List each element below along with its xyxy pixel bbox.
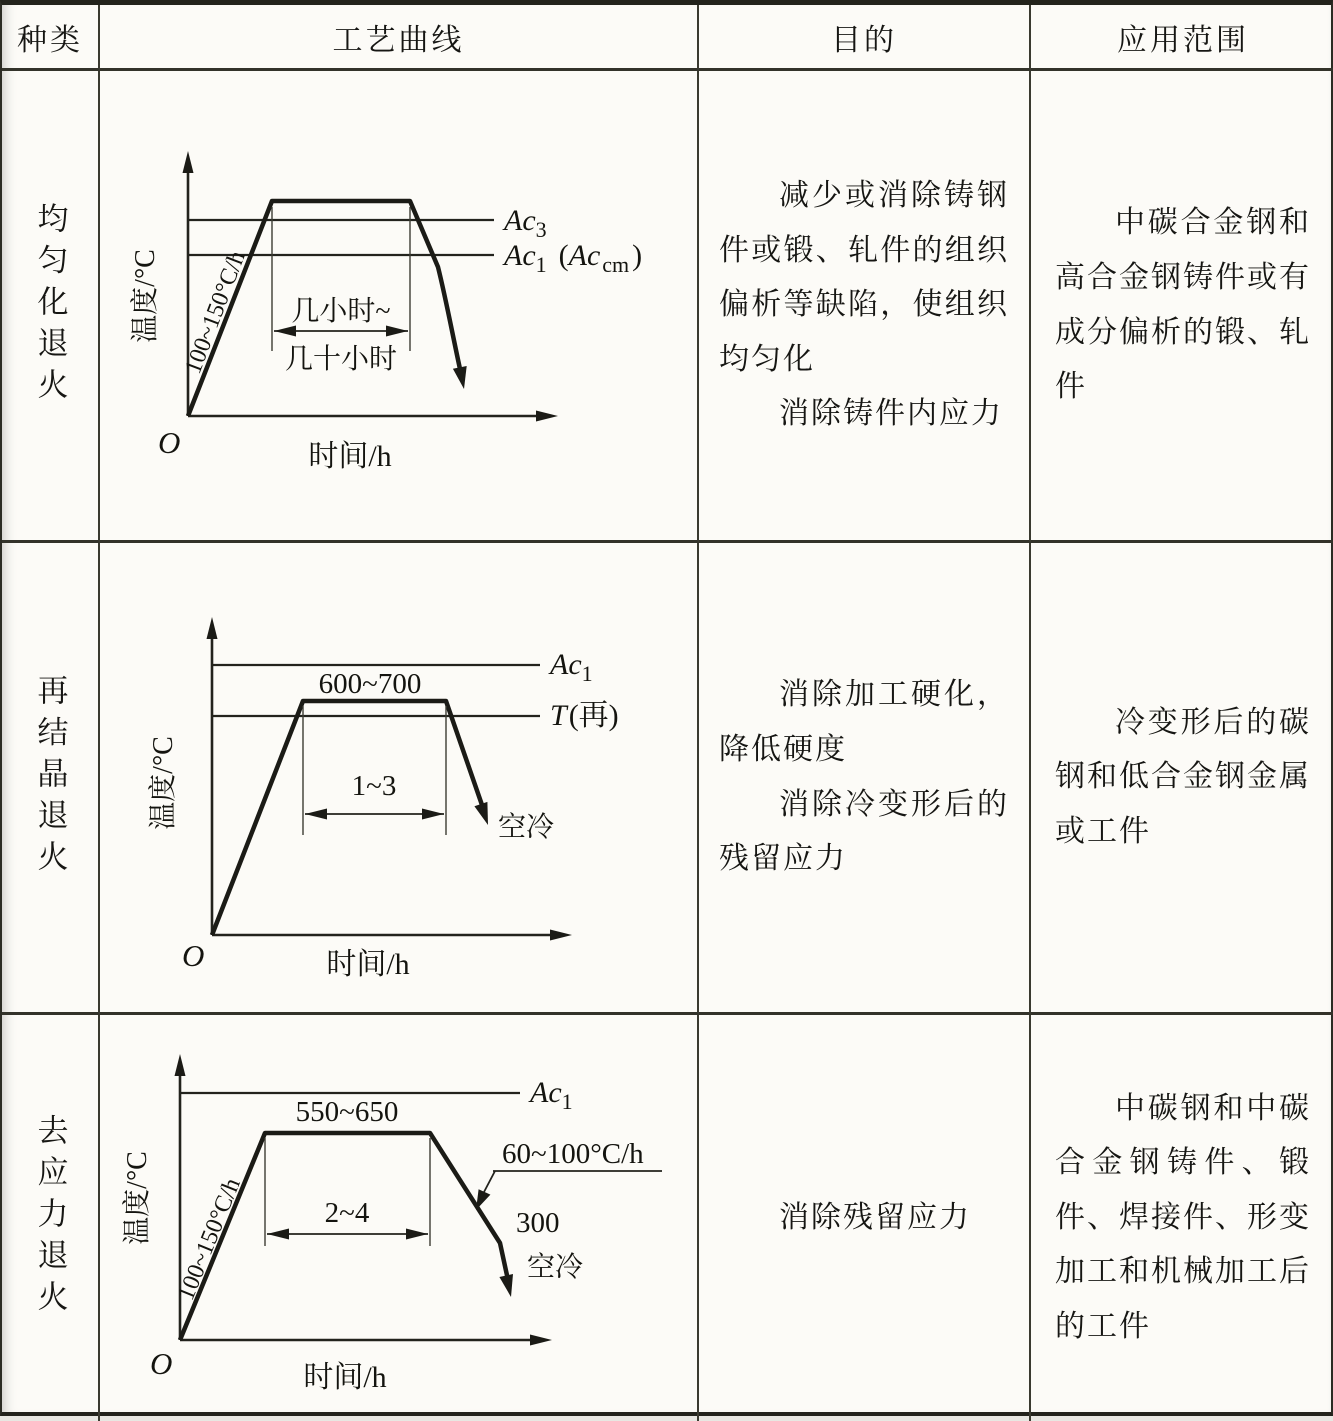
dim-arrow-left-icon <box>267 1229 289 1240</box>
row2-scope-text: 冷变形后的碳钢和低合金钢金属或工件 <box>1055 705 1311 848</box>
origin-label: O <box>150 1346 173 1381</box>
row1-type-label: 均匀化退火 <box>32 201 68 410</box>
x-axis-label: 时间/h <box>308 440 392 473</box>
homogenizing-anneal-curve-diagram <box>100 71 697 540</box>
header-scope <box>1031 5 1333 71</box>
x-axis-arrow-icon <box>536 411 558 422</box>
ac1-label: $Ac_1$ <box>530 1076 573 1114</box>
row1-purpose-cell <box>699 71 1031 543</box>
row3-type-label: 去应力退火 <box>32 1114 68 1322</box>
bend-temp-label: 300 <box>516 1207 560 1239</box>
dim-arrow-right-icon <box>406 1229 428 1240</box>
cooling-rate-arrow-icon <box>476 1189 490 1210</box>
x-axis-label: 时间/h <box>303 1361 387 1394</box>
row2-purpose-para1: 消除加工硬化，降低硬度 <box>719 678 1009 766</box>
ac1-accm-label: $Ac_1$ ($Ac_{cm}$ ) <box>504 239 643 277</box>
hold-time-label: 2~4 <box>324 1197 370 1229</box>
hold-time-label-line1: 几小时~ <box>291 296 391 327</box>
header-type-label: 种类 <box>17 23 83 57</box>
header-type <box>2 5 100 71</box>
y-axis-arrow-icon <box>207 617 218 639</box>
plateau-temp-label: 600~700 <box>318 668 422 700</box>
y-axis-arrow-icon <box>183 151 194 173</box>
dim-arrow-right-icon <box>422 809 444 820</box>
row3-diagram-cell <box>100 1015 699 1421</box>
heating-curve <box>212 701 482 935</box>
cooling-arrow-icon <box>499 1274 513 1297</box>
heating-rate-label: 100~150°C/h <box>180 247 251 378</box>
row2-type-label: 再结晶退火 <box>32 673 68 882</box>
header-process-curve <box>100 5 699 71</box>
row2-scope-cell <box>1031 543 1333 1015</box>
header-process-curve-label: 工艺曲线 <box>332 23 465 57</box>
heating-rate-label: 100~150°C/h <box>173 1174 246 1305</box>
origin-label: O <box>182 938 205 973</box>
row3-scope-text: 中碳钢和中碳合金钢铸件、锻件、焊接件、形变加工和机械加工后的工件 <box>1055 1091 1311 1343</box>
y-axis-label: 温度/°C <box>122 1151 153 1245</box>
row2-purpose-para2: 消除冷变形后的残留应力 <box>719 787 1009 876</box>
row3-scope-cell <box>1031 1015 1333 1421</box>
header-purpose <box>699 5 1031 71</box>
header-purpose-label: 目的 <box>831 23 897 57</box>
cooling-arrow-icon <box>474 802 488 825</box>
dim-arrow-right-icon <box>386 326 408 337</box>
hold-time-label-line2: 几十小时 <box>284 344 398 375</box>
row1-purpose-para2: 消除铸件内应力 <box>779 397 1003 431</box>
ac1-label: $Ac_1$ <box>550 648 593 686</box>
y-axis-arrow-icon <box>175 1054 186 1076</box>
stress-relief-anneal-curve-diagram <box>100 1018 697 1418</box>
x-axis-label: 时间/h <box>326 948 410 981</box>
hold-time-label: 1~3 <box>351 770 397 802</box>
row1-scope-cell <box>1031 71 1333 543</box>
t-recrystallization-label: T(再) <box>550 699 619 732</box>
header-scope-label: 应用范围 <box>1117 23 1249 57</box>
row3-type-cell <box>2 1015 100 1421</box>
row1-scope-text: 中碳合金钢和高合金钢铸件或有成分偏析的锻、轧件 <box>1055 206 1311 404</box>
dim-arrow-left-icon <box>274 326 296 337</box>
air-cooling-label: 空冷 <box>498 812 555 843</box>
ac3-label: $Ac_3$ <box>504 204 547 242</box>
row3-purpose-para1: 消除残留应力 <box>779 1200 971 1234</box>
cooling-rate-leader-slant <box>484 1171 495 1192</box>
row1-type-cell <box>2 71 100 543</box>
row3-purpose-cell <box>699 1015 1031 1421</box>
row1-purpose-para1: 减少或消除铸钢件或锻、轧件的组织偏析等缺陷，使组织均匀化 <box>719 179 1009 376</box>
air-cooling-label: 空冷 <box>527 1252 584 1283</box>
y-axis-label: 温度/°C <box>148 736 179 830</box>
row1-diagram-cell <box>100 71 699 543</box>
heating-curve <box>180 1133 508 1340</box>
cooling-arrow-icon <box>453 366 467 389</box>
y-axis-label: 温度/°C <box>130 249 161 343</box>
dim-arrow-left-icon <box>305 809 327 820</box>
recrystallization-anneal-curve-diagram <box>100 543 697 1012</box>
x-axis-arrow-icon <box>530 1335 552 1346</box>
plateau-temp-label: 550~650 <box>295 1096 399 1128</box>
origin-label: O <box>158 425 181 460</box>
row2-diagram-cell <box>100 543 699 1015</box>
row2-type-cell <box>2 543 100 1015</box>
x-axis-arrow-icon <box>550 930 572 941</box>
cooling-rate-label: 60~100°C/h <box>502 1138 644 1170</box>
row2-purpose-cell <box>699 543 1031 1015</box>
